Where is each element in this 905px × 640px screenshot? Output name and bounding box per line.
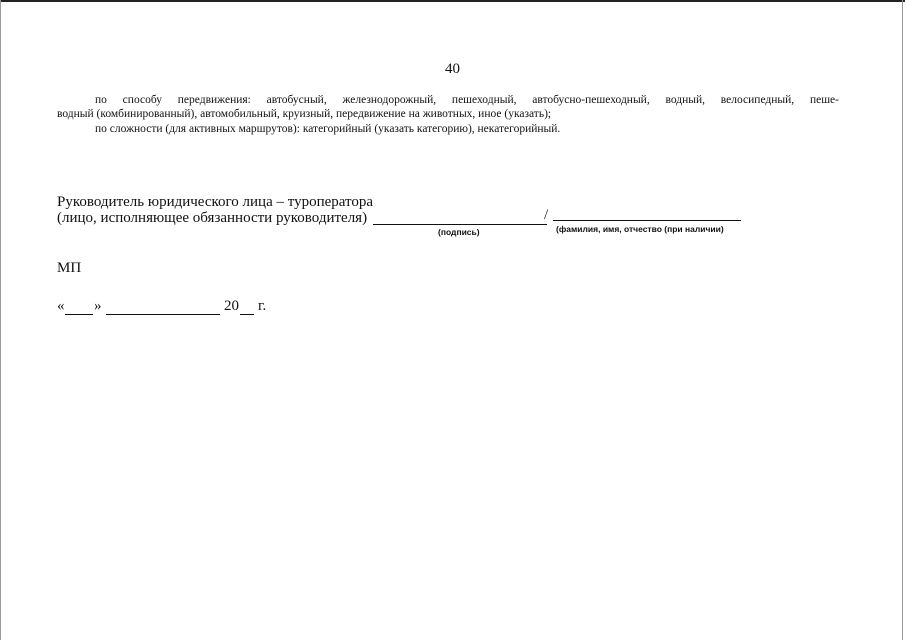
page-right-edge	[902, 0, 903, 640]
transport-paragraph-line-2: водный (комбинированный), автомобильный, круизный, передвижение на животных, иное (указать);	[57, 108, 552, 120]
date-open-quote: «	[57, 298, 65, 314]
date-year-prefix: 20	[224, 298, 239, 314]
full-name-caption: (фамилия, имя, отчество (при наличии)	[556, 224, 724, 234]
signatory-subtitle: (лицо, исполняющее обязанности руководителя)	[57, 210, 368, 226]
page-left-edge	[0, 0, 1, 640]
page-number: 40	[445, 61, 460, 77]
date-month-line	[106, 314, 220, 315]
date-close-quote: »	[94, 298, 102, 314]
stamp-placeholder: МП	[57, 260, 82, 276]
date-day-line	[65, 314, 93, 315]
date-year-suffix: г.	[258, 298, 267, 314]
signature-line	[373, 224, 547, 225]
date-year-line	[240, 314, 254, 315]
signature-separator: /	[544, 207, 549, 223]
full-name-line	[553, 220, 741, 221]
signature-caption: (подпись)	[438, 227, 480, 237]
transport-paragraph-line-1: по способу передвижения: автобусный, железнодорожный, пешеходный, автобусно-пешеходный, водный, велосипедный, пеше-	[95, 94, 839, 106]
complexity-paragraph: по сложности (для активных маршрутов): категорийный (указать категорию), некатегорийный.	[95, 123, 561, 135]
signatory-title: Руководитель юридического лица – туроператора	[57, 194, 374, 210]
page-top-edge	[0, 0, 905, 2]
